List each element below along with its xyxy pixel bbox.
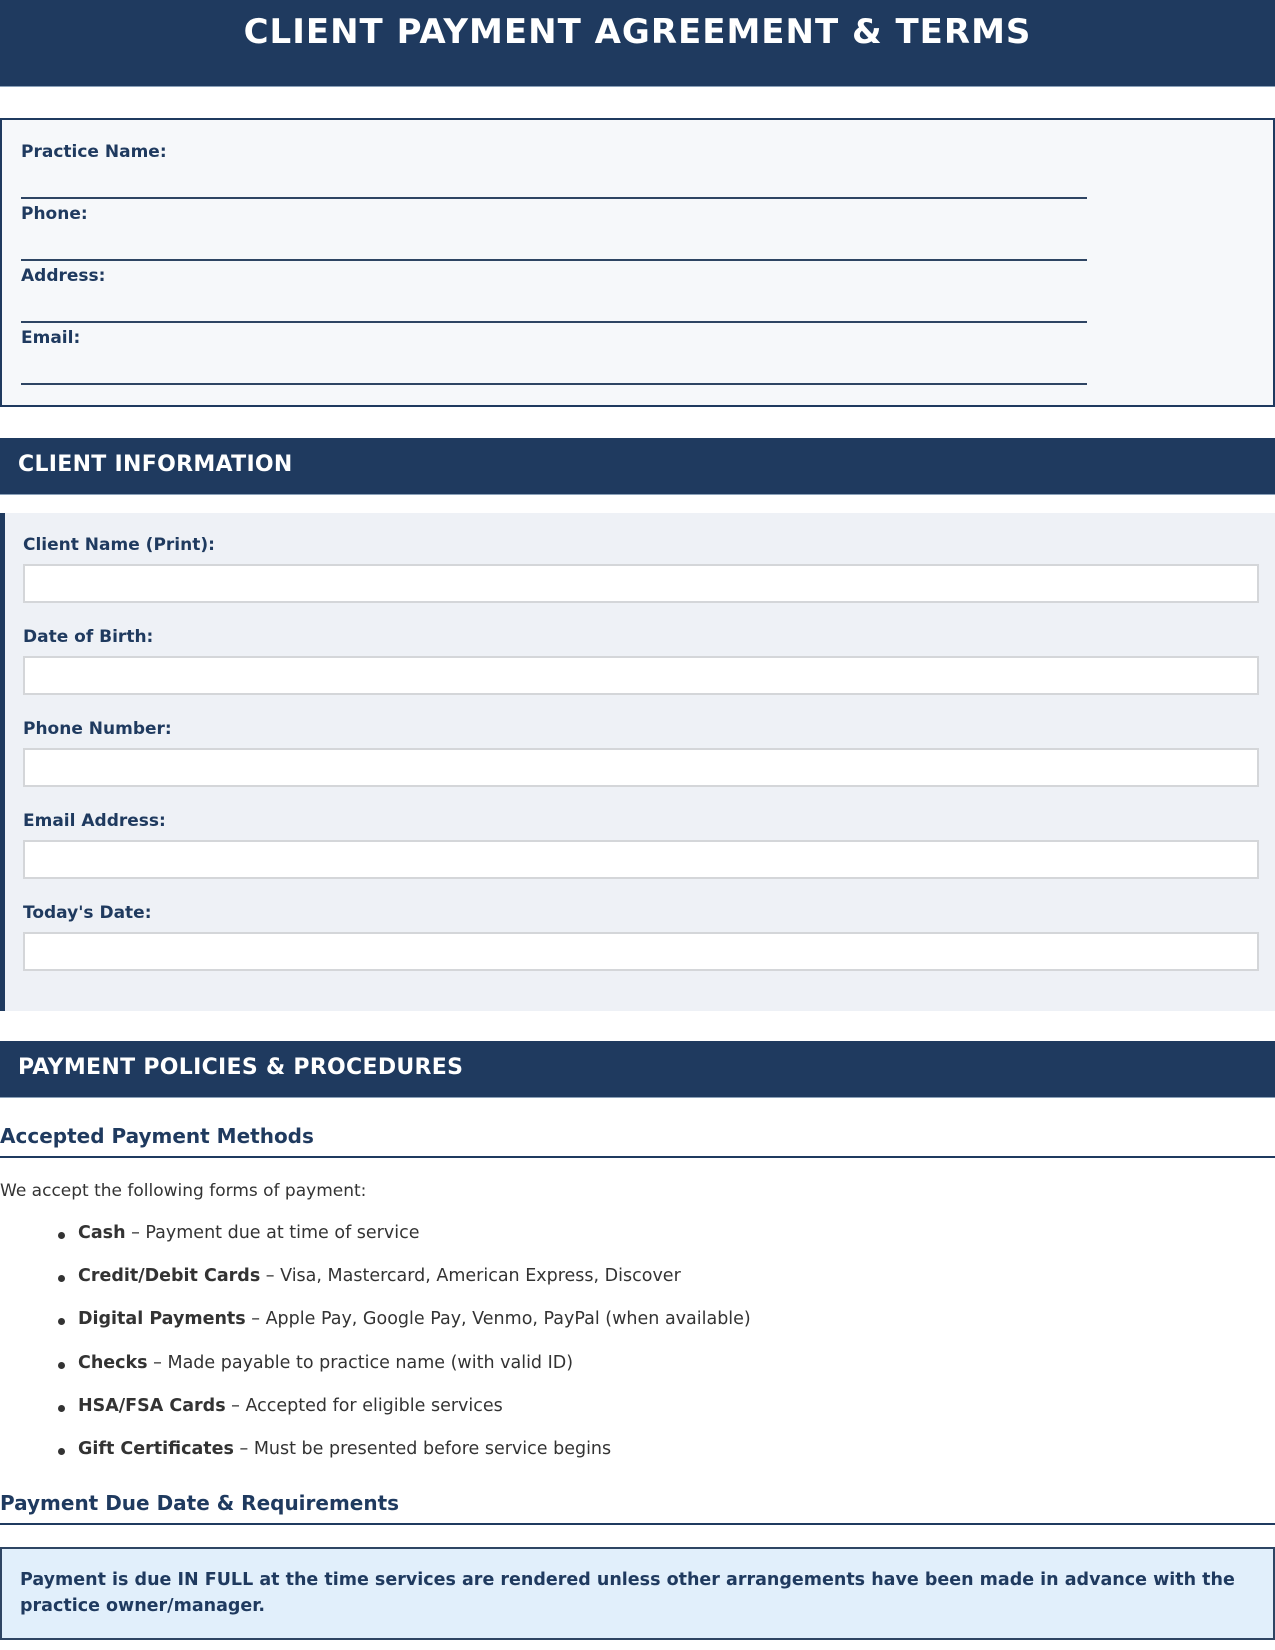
payment-method-name: Credit/Debit Cards	[78, 1266, 261, 1287]
practice-email-underline[interactable]	[21, 383, 1087, 385]
practice-address-label: Address:	[21, 266, 106, 286]
payment-method-description: – Made payable to practice name (with valid ID)	[147, 1352, 574, 1373]
email-address-input[interactable]	[23, 840, 1259, 879]
practice-phone-label: Phone:	[21, 204, 88, 224]
practice-info-box	[0, 118, 1275, 407]
payment-method-item	[0, 1353, 1275, 1396]
payment-method-item	[0, 1309, 1275, 1352]
payment-methods-list	[0, 1223, 1275, 1482]
phone-number-label: Phone Number:	[23, 719, 172, 739]
document-title-bar	[0, 0, 1275, 87]
practice-email-field[interactable]	[21, 306, 1087, 368]
practice-name-label: Practice Name:	[21, 142, 167, 162]
accepted-payment-methods-heading-text: Accepted Payment Methods	[0, 1124, 314, 1148]
email-address-field	[23, 809, 1259, 901]
accepted-payment-methods-heading	[0, 1124, 1275, 1158]
payment-method-item	[0, 1396, 1275, 1439]
payment-policies-header	[0, 1041, 1275, 1098]
date-of-birth-label: Date of Birth:	[23, 627, 154, 647]
payment-method-description: – Accepted for eligible services	[225, 1395, 503, 1416]
bullet-icon	[58, 1362, 65, 1369]
date-of-birth-field	[23, 625, 1259, 717]
payment-policies-title: PAYMENT POLICIES & PROCEDURES	[18, 1055, 464, 1080]
payment-method-name: Checks	[78, 1352, 148, 1373]
practice-name-field[interactable]	[21, 120, 1087, 182]
client-name-input[interactable]	[23, 564, 1259, 603]
payment-due-date-heading	[0, 1491, 1275, 1525]
payment-due-note	[0, 1547, 1275, 1640]
payment-due-note-text: Payment is due IN FULL at the time services are rendered unless other arrangements have been made in advance with the practice owner/manager.	[20, 1570, 1235, 1616]
payment-method-description: – Apple Pay, Google Pay, Venmo, PayPal (when available)	[245, 1309, 751, 1330]
payment-due-date-heading-text: Payment Due Date & Requirements	[0, 1491, 400, 1515]
phone-number-input[interactable]	[23, 748, 1259, 787]
payment-methods-intro: We accept the following forms of payment:	[0, 1181, 367, 1201]
email-address-label: Email Address:	[23, 811, 166, 831]
todays-date-label: Today's Date:	[23, 903, 152, 923]
payment-method-description: – Payment due at time of service	[125, 1223, 420, 1243]
bullet-icon	[58, 1405, 65, 1412]
client-information-title: CLIENT INFORMATION	[18, 452, 293, 477]
payment-method-name: Cash	[78, 1223, 126, 1243]
practice-email-label: Email:	[21, 328, 81, 348]
bullet-icon	[58, 1318, 65, 1325]
client-information-panel	[0, 513, 1275, 1011]
client-name-field	[23, 533, 1259, 625]
bullet-icon	[58, 1232, 65, 1239]
client-information-header	[0, 438, 1275, 495]
bullet-icon	[58, 1275, 65, 1282]
client-name-label: Client Name (Print):	[23, 535, 215, 555]
payment-method-description: – Must be presented before service begins	[233, 1438, 612, 1459]
bullet-icon	[58, 1448, 65, 1455]
payment-method-description: – Visa, Mastercard, American Express, Discover	[260, 1266, 681, 1287]
practice-phone-field[interactable]	[21, 182, 1087, 244]
document-title: CLIENT PAYMENT AGREEMENT & TERMS	[243, 12, 1032, 52]
payment-method-item	[0, 1223, 1275, 1266]
todays-date-input[interactable]	[23, 932, 1259, 971]
payment-method-name: HSA/FSA Cards	[78, 1395, 226, 1416]
payment-method-item	[0, 1266, 1275, 1309]
payment-method-item	[0, 1439, 1275, 1482]
payment-method-name: Gift Certificates	[78, 1438, 234, 1459]
todays-date-field	[23, 901, 1259, 993]
practice-address-field[interactable]	[21, 244, 1087, 306]
date-of-birth-input[interactable]	[23, 656, 1259, 695]
phone-number-field	[23, 717, 1259, 809]
payment-method-name: Digital Payments	[78, 1309, 246, 1330]
